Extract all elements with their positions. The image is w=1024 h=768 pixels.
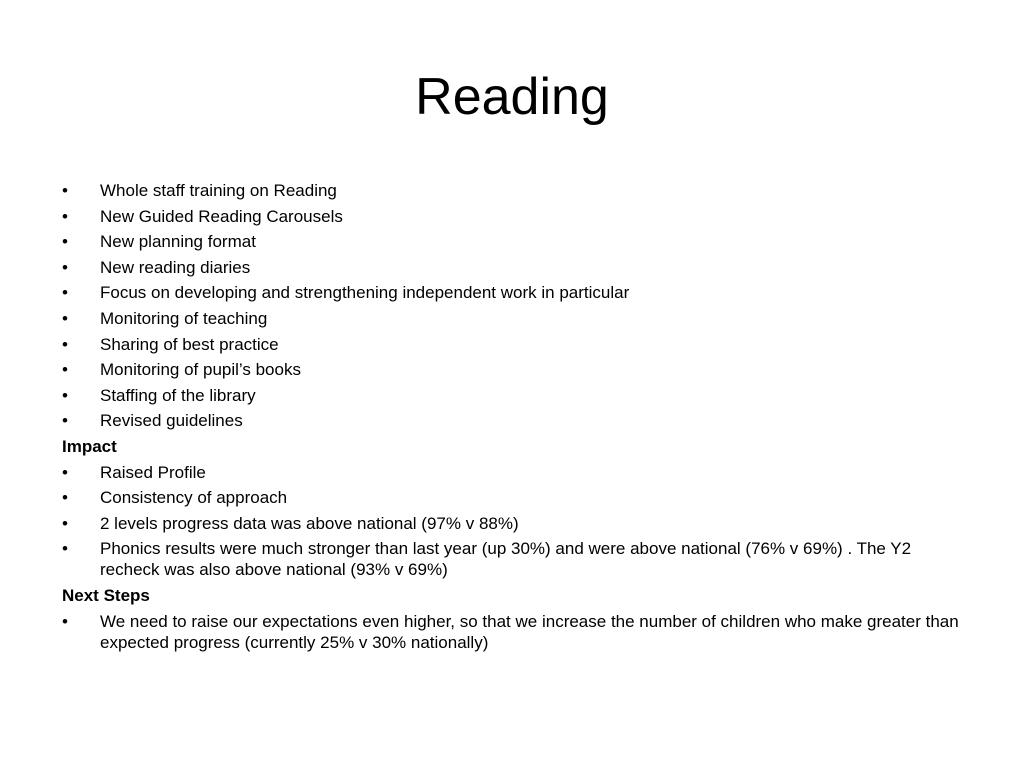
bullet-marker: • [62, 181, 68, 200]
bullet-item [62, 359, 962, 380]
bullet-text: Monitoring of pupil’s books [100, 360, 301, 380]
bullet-marker: • [62, 360, 68, 380]
bullet-text: Phonics results were much stronger than last year (up 30%) and were above national (76% v 69%) . The Y2 recheck was also above national (93% v 69%) [100, 539, 912, 580]
bullet-item [62, 231, 962, 252]
bullet-text: New planning format [100, 232, 256, 252]
bullet-marker: • [62, 411, 68, 431]
bullet-marker: • [62, 488, 68, 508]
bullet-item [62, 257, 962, 278]
bullet-item [62, 180, 962, 201]
bullet-text: Raised Profile [100, 462, 206, 482]
bullet-marker: • [62, 334, 68, 354]
slide-title: Reading [415, 68, 609, 126]
bullet-text: We need to raise our expectations even higher, so that we increase the number of children who make greater than expected progress (currently 25% v 30% nationally) [100, 611, 959, 652]
bullet-text: Staffing of the library [100, 385, 256, 405]
slide-content [62, 180, 962, 657]
bullet-item [62, 462, 962, 483]
bullet-item [62, 308, 962, 329]
bullet-text: Revised guidelines [100, 411, 243, 431]
bullet-item [62, 611, 962, 653]
bullet-marker: • [62, 611, 68, 631]
bullet-text: Sharing of best practice [100, 334, 279, 354]
bullet-marker: • [62, 385, 68, 405]
bullet-text: Monitoring of teaching [100, 308, 268, 328]
bullet-marker: • [62, 206, 68, 226]
bullet-item [62, 334, 962, 355]
bullet-marker: • [62, 513, 68, 533]
bullet-item [62, 538, 962, 580]
bullet-marker: • [62, 539, 68, 559]
bullet-item [62, 206, 962, 227]
bullet-item [62, 513, 962, 534]
bullet-text: New reading diaries [100, 257, 251, 277]
bullet-marker: • [62, 308, 68, 328]
bullet-item [62, 487, 962, 508]
bullet-marker: • [62, 232, 68, 252]
impact-heading: Impact [62, 436, 117, 456]
bullet-text: Consistency of approach [100, 488, 288, 508]
bullet-text: 2 levels progress data was above national (97% v 88%) [100, 513, 519, 533]
bullet-item [62, 282, 962, 303]
next-steps-heading: Next Steps [62, 585, 150, 605]
bullet-marker: • [62, 462, 68, 482]
bullet-marker: • [62, 283, 68, 303]
bullet-marker: • [62, 257, 68, 277]
bullet-text: New Guided Reading Carousels [100, 206, 343, 226]
bullet-text: Whole staff training on Reading [100, 181, 337, 200]
bullet-text: Focus on developing and strengthening independent work in particular [100, 283, 630, 303]
bullet-item [62, 410, 962, 431]
bullet-item [62, 385, 962, 406]
